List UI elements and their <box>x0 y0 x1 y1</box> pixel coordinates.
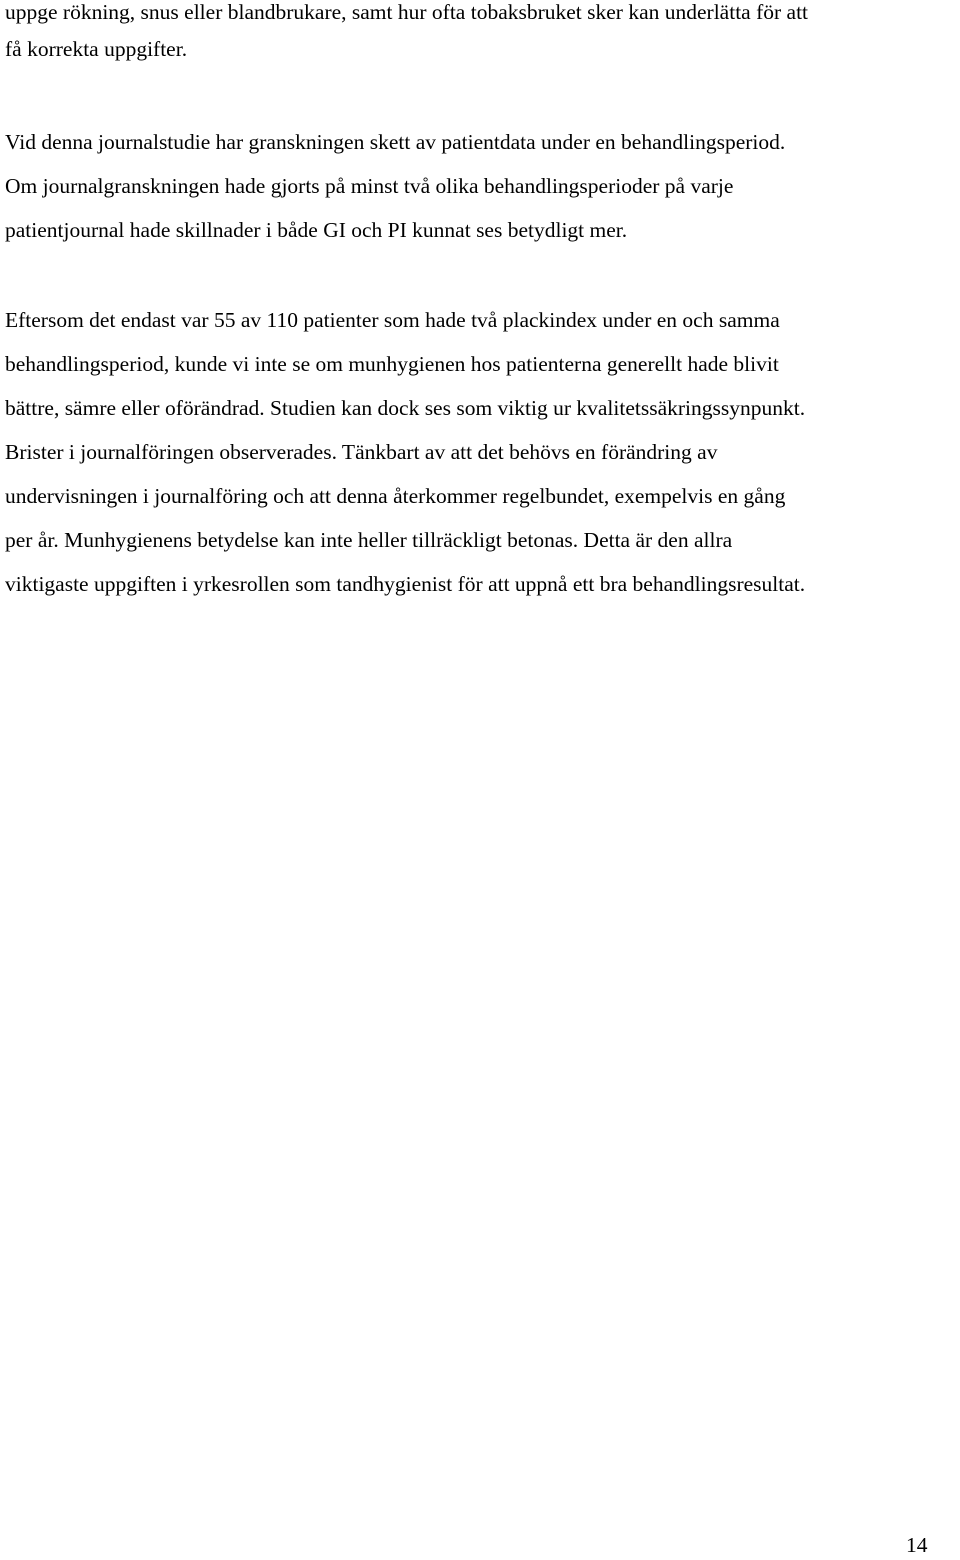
text-line: få korrekta uppgifter. <box>5 37 188 61</box>
text-line: patientjournal hade skillnader i både GI och PI kunnat ses betydligt mer. <box>5 218 628 242</box>
text-line: behandlingsperiod, kunde vi inte se om munhygienen hos patienterna generellt hade blivit <box>5 352 779 376</box>
text-line: bättre, sämre eller oförändrad. Studien kan dock ses som viktig ur kvalitetssäkringssynpunkt. <box>5 396 806 420</box>
text-line: per år. Munhygienens betydelse kan inte heller tillräckligt betonas. Detta är den allra <box>5 528 733 552</box>
text-line: undervisningen i journalföring och att denna återkommer regelbundet, exempelvis en gång <box>5 484 786 508</box>
text-line: Om journalgranskningen hade gjorts på minst två olika behandlingsperioder på varje <box>5 174 734 198</box>
text-line: uppge rökning, snus eller blandbrukare, samt hur ofta tobaksbruket sker kan underlätta för att <box>5 0 809 24</box>
page-number: 14 <box>906 1533 928 1557</box>
text-line: viktigaste uppgiften i yrkesrollen som tandhygienist för att uppnå ett bra behandlingsresultat. <box>5 572 806 596</box>
text-line: Brister i journalföringen observerades. Tänkbart av att det behövs en förändring av <box>5 440 718 464</box>
text-line: Vid denna journalstudie har granskningen skett av patientdata under en behandlingsperiod. <box>5 130 786 154</box>
text-line: Eftersom det endast var 55 av 110 patienter som hade två plackindex under en och samma <box>5 308 780 332</box>
